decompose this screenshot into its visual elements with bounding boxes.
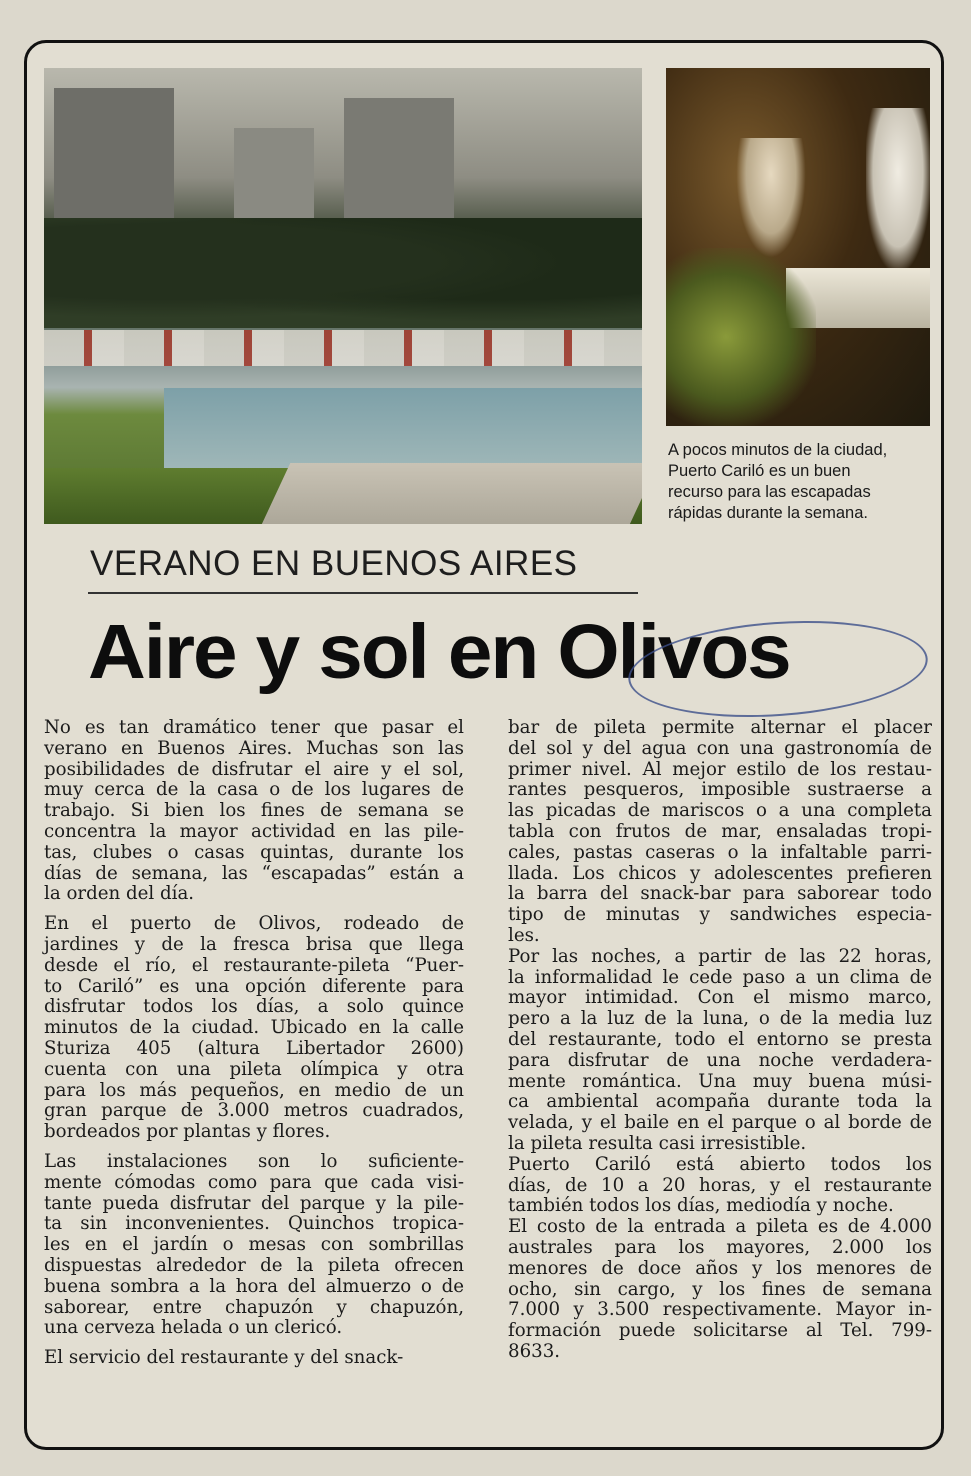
body-line: El costo de la entrada a pileta es de 4.000 [508,1216,932,1238]
body-line: ca ambiental acompaña durante toda la [508,1091,932,1113]
body-column-right [508,718,932,1363]
body-line: velada, y el baile en el parque o al borde de [508,1112,932,1134]
body-line: la orden del día. [44,883,195,905]
body-line: llada. Los chicos y adolescentes prefieren [508,862,932,884]
body-line: del restaurante, todo el entorno se presta [508,1028,932,1050]
kicker-rule [88,592,638,594]
body-line: saborear, entre chapuzón y chapuzón, [44,1296,464,1318]
body-line: días de semana, las “escapadas” están a [44,862,464,884]
body-column-left [44,718,464,1369]
body-line: una cerveza helada o un clericó. [44,1317,343,1339]
body-line: disfrutar todos los días, a solo quince [44,996,464,1018]
body-line: ta sin inconvenientes. Quinchos tropica- [44,1213,464,1235]
body-line: rantes pesqueros, imposible sustraerse a [508,779,932,801]
body-line: del sol y del agua con una gastronomía de [508,737,932,759]
body-line: mayor intimidad. Con el mismo marco, [508,987,932,1009]
photo-caption [668,440,938,524]
body-line: concentra la mayor actividad en las pile- [44,820,464,842]
trees-shape [44,218,642,328]
body-line: cuenta con una pileta olímpica y otra [44,1058,464,1080]
body-line: mente cómodas como para que cada visi- [44,1171,464,1193]
body-line: buena sombra a la hora del almuerzo o de [44,1275,464,1297]
body-line: minutos de la ciudad. Ubicado en la calle [44,1017,464,1039]
building-shape [344,98,454,238]
body-line: to Cariló” es una opción diferente para [44,975,464,997]
body-line: para disfrutar de una noche verdadera- [508,1049,932,1071]
body-line: mente romántica. Una muy buena músi- [508,1070,932,1092]
caption-line: rápidas durante la semana. [668,504,868,522]
body-line: primer nivel. Al mejor estilo de los restau- [508,758,932,780]
body-line: pero a la luz de la luna, o de la media luz [508,1008,932,1030]
body-line: El servicio del restaurante y del snack- [44,1347,404,1369]
pool-photo [44,68,642,524]
body-line: Las instalaciones son lo suficiente- [44,1150,464,1172]
body-line: desde el río, el restaurante-pileta “Puer- [44,954,464,976]
body-line: Por las noches, a partir de las 22 horas, [508,945,932,967]
body-line: las picadas de mariscos o a una completa [508,800,932,822]
caption-line: A pocos minutos de la ciudad, [668,441,888,459]
caption-line: Puerto Cariló es un buen [668,462,851,480]
body-line: dispuestas alrededor de la pileta ofrecen [44,1254,464,1276]
umbrellas-shape [44,330,642,366]
body-line: la barra del snack-bar para saborear todo [508,883,932,905]
body-line: jardines y de la fresca brisa que llega [44,933,464,955]
body-line: menores de doce años y los menores de [508,1257,932,1279]
body-line: Sturiza 405 (altura Libertador 2600) [44,1037,464,1059]
body-line: les. [508,924,540,946]
body-line: bordeados por plantas y flores. [44,1121,331,1143]
body-line: bar de pileta permite alternar el placer [508,717,932,738]
body-line: Puerto Cariló está abierto todos los [508,1153,932,1175]
body-line: trabajo. Si bien los fines de semana se [44,800,464,822]
section-kicker: VERANO EN BUENOS AIRES [90,544,578,583]
body-line: gran parque de 3.000 metros cuadrados, [44,1100,464,1122]
body-line: también todos los días, mediodía y noche. [508,1195,894,1217]
pool-shape [164,388,642,468]
body-line: En el puerto de Olivos, rodeado de [44,913,464,935]
body-line: les en el jardín o mesas con sombrillas [44,1234,464,1256]
plant-shape [666,248,816,426]
body-line: para los más pequeños, en medio de un [44,1079,464,1101]
body-line: tabla con frutos de mar, ensaladas tropi- [508,820,932,842]
body-line: la pileta resulta casi irresistible. [508,1132,807,1154]
person-shape [866,108,930,268]
body-line: muy cerca de la casa o de los lugares de [44,779,464,801]
restaurant-photo [666,68,930,426]
person-shape [736,138,806,258]
caption-line: recurso para las escapadas [668,483,871,501]
body-line: posibilidades de disfrutar el aire y el sol, [44,758,464,780]
body-line: tipo de minutas y sandwiches especia- [508,904,932,926]
body-line: australes para los mayores, 2.000 los [508,1236,932,1258]
building-shape [234,128,314,228]
body-line: tante pueda disfrutar del parque y la pile- [44,1192,464,1214]
building-shape [54,88,174,238]
body-line: tas, clubes o casas quintas, durante los [44,841,464,863]
body-line: cales, pastas caseras o la infaltable parri- [508,841,932,863]
body-line: 7.000 y 3.500 respectivamente. Mayor in- [508,1299,932,1321]
body-line: días, de 10 a 20 horas, y el restaurante [508,1174,932,1196]
body-line: verano en Buenos Aires. Muchas son las [44,737,464,759]
deck-shape [258,463,642,524]
body-line: No es tan dramático tener que pasar el [44,717,464,738]
body-line: ocho, sin cargo, y los fines de semana [508,1278,932,1300]
body-line: la informalidad le cede paso a un clima de [508,966,932,988]
headline: Aire y sol en Olivos [88,609,790,695]
body-line: 8633. [508,1340,561,1362]
body-line: formación puede solicitarse al Tel. 799- [508,1320,932,1342]
